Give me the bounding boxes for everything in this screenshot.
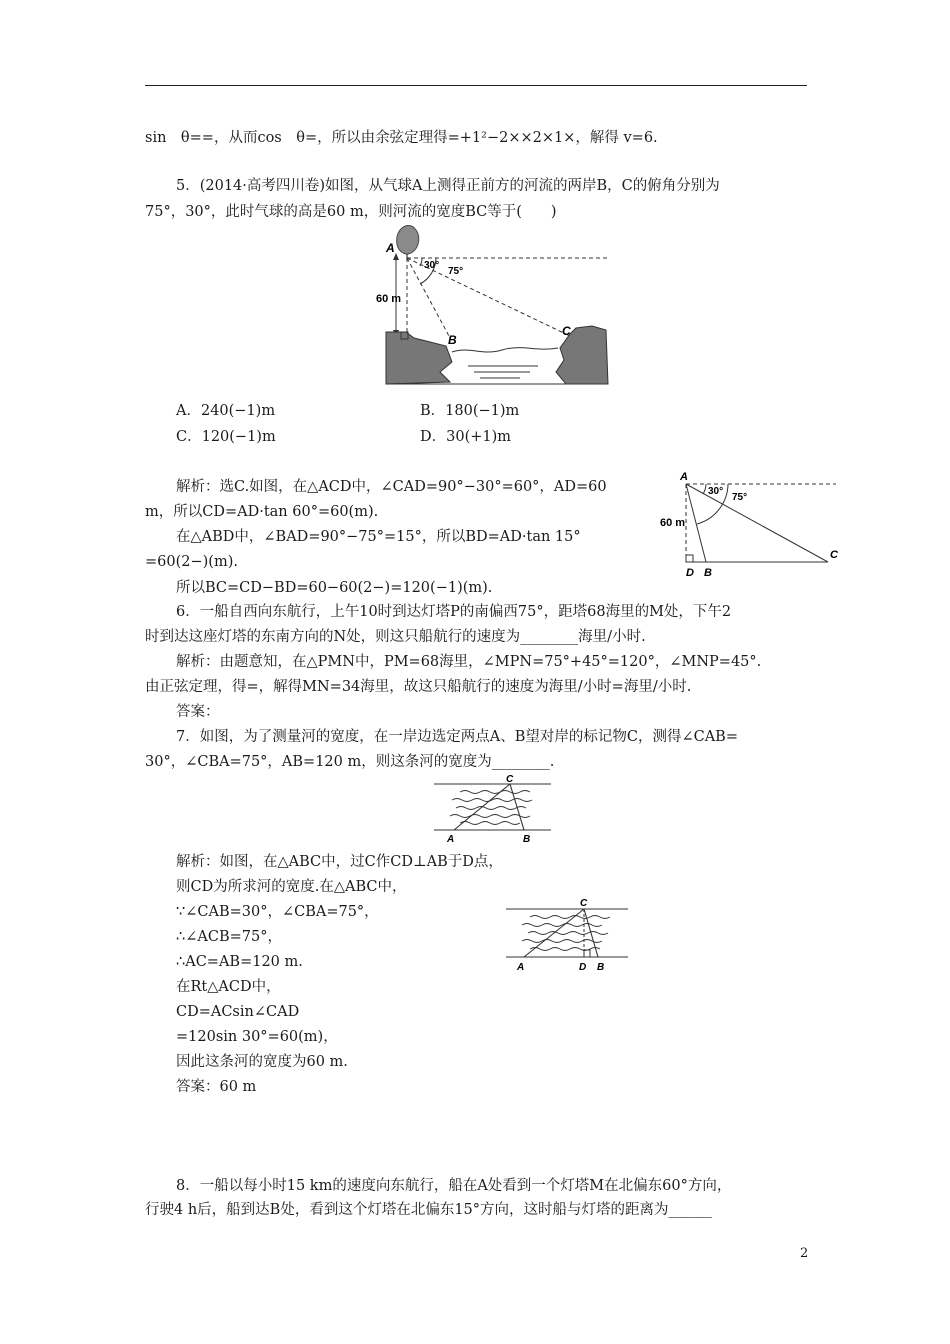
question-6-line-2: 时到达这座灯塔的东南方向的N处，则这只船航行的速度为________海里/小时.: [145, 629, 646, 645]
option-b: B．180(−1)m: [420, 403, 520, 419]
river-triangle-figure-solution-7: [502, 895, 632, 973]
solution-7-line-2: 则CD为所求河的宽度.在△ABC中，: [176, 879, 407, 895]
solution-5-line-5: 所以BC=CD−BD=60−60(2−)=120(−1)(m).: [176, 580, 493, 596]
point-b-label: B: [448, 333, 457, 347]
solution-7-line-8: =120sin 30°=60(m)，: [176, 1029, 338, 1045]
point-a-label: A: [447, 834, 455, 844]
solution-5-line-1: 解析：选C.如图，在△ACD中，∠CAD=90°−30°=60°，AD=60: [176, 479, 607, 495]
answer-7: 答案：60 m: [176, 1079, 257, 1095]
angle-30-label: 30°: [424, 260, 440, 271]
question-5-line-1: 5．(2014·高考四川卷)如图，从气球A上测得正前方的河流的两岸B，C的俯角分别为: [176, 178, 720, 194]
solution-7-line-9: 因此这条河的宽度为60 m.: [176, 1054, 348, 1070]
text-line: sin θ==，从而cos θ=，所以由余弦定理得=+1²−2××2×1×，解得 v=6.: [145, 130, 658, 146]
angle-30-label: 30°: [708, 486, 724, 497]
balloon-river-figure: [370, 222, 620, 390]
point-d-label: D: [686, 567, 694, 579]
option-a: A．240(−1)m: [176, 403, 276, 419]
angle-75-label: 75°: [448, 266, 464, 277]
point-b-label: B: [704, 567, 712, 579]
river-triangle-figure-q7: [430, 772, 555, 844]
option-c: C．120(−1)m: [176, 429, 276, 445]
solution-7-line-7: CD=ACsin∠CAD: [176, 1004, 300, 1020]
answer-6: 答案：: [176, 704, 220, 720]
solution-7-line-3: ∵∠CAB=30°，∠CBA=75°，: [176, 904, 379, 920]
question-8-line-2: 行驶4 h后，船到达B处，看到这个灯塔在北偏东15°方向，这时船与灯塔的距离为______: [145, 1202, 713, 1218]
solution-7-line-4: ∴∠ACB=75°，: [176, 929, 282, 945]
point-b-label: B: [523, 834, 531, 844]
solution-7-line-1: 解析：如图，在△ABC中，过C作CD⊥AB于D点，: [176, 854, 503, 870]
page-number: 2: [800, 1246, 809, 1261]
question-7-line-2: 30°，∠CBA=75°，AB=120 m，则这条河的宽度为________.: [145, 754, 555, 770]
solution-7-line-6: 在Rt△ACD中，: [176, 979, 281, 995]
point-c-label: C: [506, 774, 514, 785]
question-6-line-1: 6．一船自西向东航行，上午10时到达灯塔P的南偏西75°，距塔68海里的M处，下午2: [176, 604, 732, 620]
solution-6-line-1: 解析：由题意知，在△PMN中，PM=68海里，∠MPN=75°+45°=120°，∠MNP=45°.: [176, 654, 762, 670]
point-c-label: C: [562, 324, 571, 338]
header-rule: [145, 85, 807, 86]
question-8-line-1: 8．一船以每小时15 km的速度向东航行，船在A处看到一个灯塔M在北偏东60°方向，: [176, 1178, 732, 1194]
point-a-label: A: [517, 962, 525, 973]
triangle-figure-q5: [658, 470, 843, 582]
solution-6-line-2: 由正弦定理，得=，解得MN=34海里，故这只船航行的速度为海里/小时=海里/小时.: [145, 679, 692, 695]
solution-5-line-4: =60(2−)(m).: [145, 554, 238, 570]
angle-75-label: 75°: [732, 492, 748, 503]
point-a-label: A: [386, 241, 395, 255]
height-label: 60 m: [376, 293, 402, 305]
solution-5-line-2: m，所以CD=AD·tan 60°=60(m).: [145, 504, 379, 520]
option-d: D．30(+1)m: [420, 429, 512, 445]
point-a-label: A: [680, 471, 688, 483]
point-c-label: C: [830, 549, 838, 561]
question-5-line-2: 75°，30°，此时气球的高是60 m，则河流的宽度BC等于( ): [145, 204, 557, 220]
height-label: 60 m: [660, 517, 686, 529]
solution-7-line-5: ∴AC=AB=120 m.: [176, 954, 303, 970]
question-7-line-1: 7．如图，为了测量河的宽度，在一岸边选定两点A、B望对岸的标记物C，测得∠CAB=: [176, 729, 738, 745]
point-b-label: B: [597, 962, 605, 973]
point-c-label: C: [580, 898, 588, 909]
point-d-label: D: [579, 962, 587, 973]
solution-5-line-3: 在△ABD中，∠BAD=90°−75°=15°，所以BD=AD·tan 15°: [176, 529, 581, 545]
